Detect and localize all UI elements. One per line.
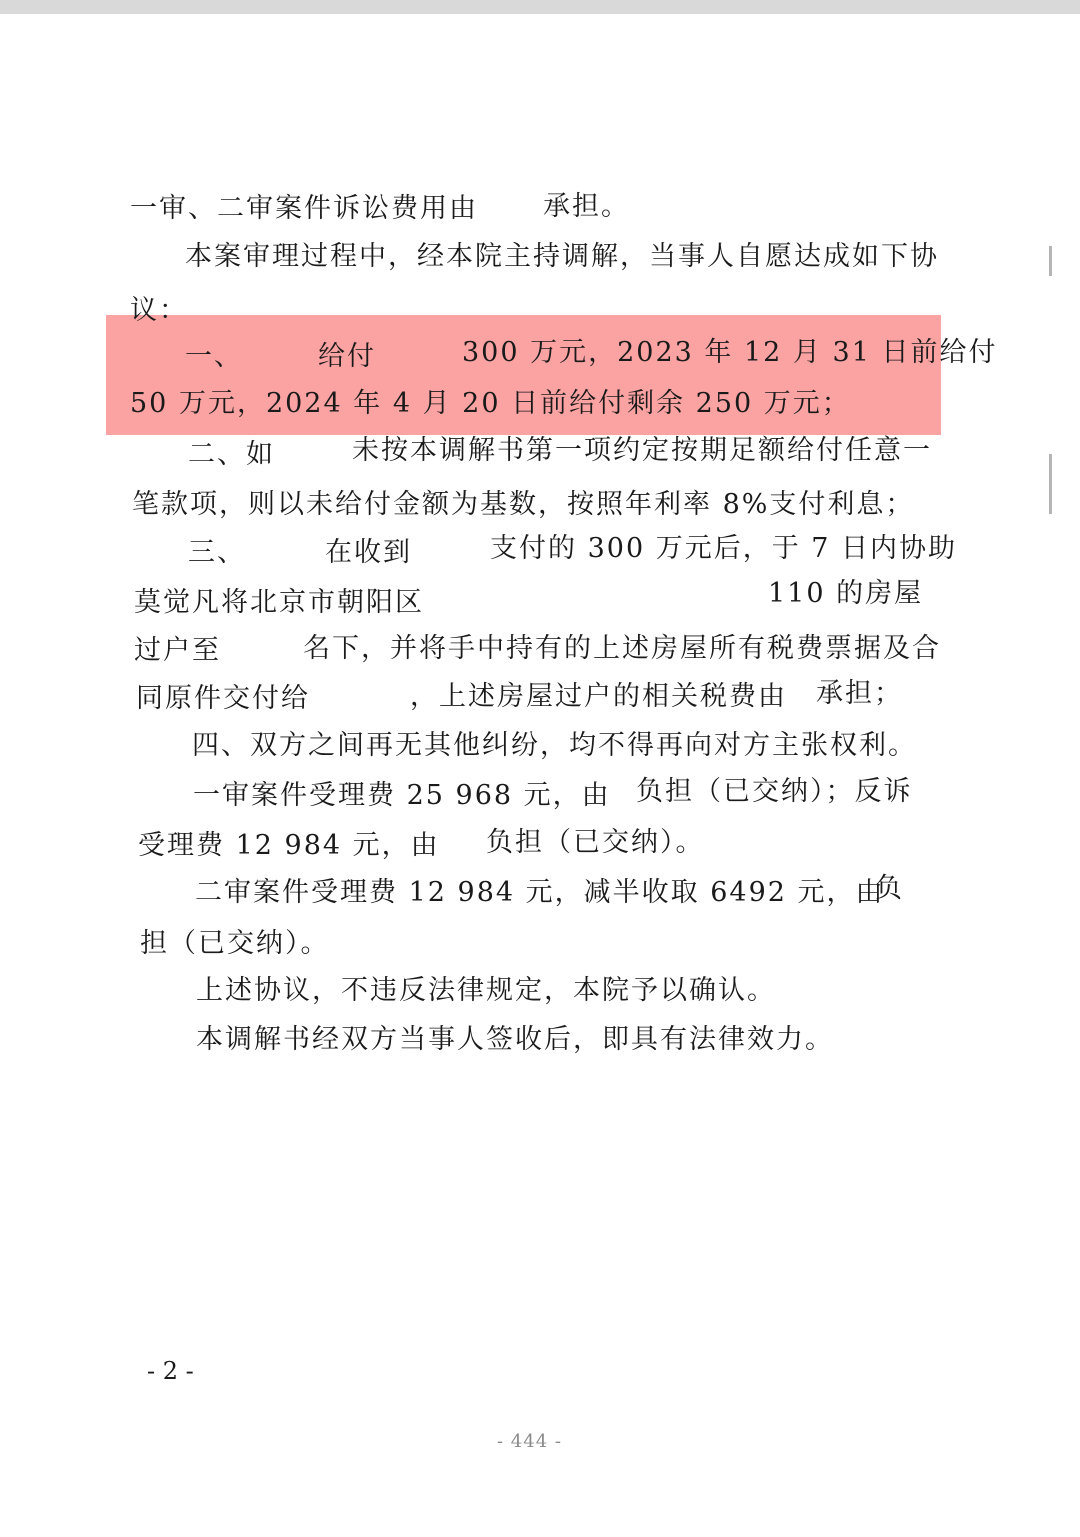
text-line: 担（已交纳）。	[140, 928, 330, 959]
text-line: 上述协议，不违反法律规定，本院予以确认。	[196, 975, 776, 1006]
text-line: 一审、二审案件诉讼费用由	[130, 193, 478, 224]
text-line: 本调解书经双方当事人签收后，即具有法律效力。	[196, 1024, 834, 1055]
text-line: 负担（已交纳）；反诉	[636, 776, 913, 807]
text-line: 笔款项，则以未给付金额为基数，按照年利率 8%支付利息；	[132, 489, 915, 520]
text-line: 50 万元，2024 年 4 月 20 日前给付剩余 250 万元；	[130, 388, 851, 419]
scan-edge-mark	[1049, 246, 1052, 276]
text-line: 承担；	[816, 678, 903, 709]
text-line: 给付	[318, 341, 376, 372]
text-line: 三、	[188, 537, 246, 568]
text-line: 承担。	[543, 191, 630, 222]
text-line: 议：	[130, 295, 188, 326]
text-line: 负担（已交纳）。	[486, 827, 705, 858]
text-line: 未按本调解书第一项约定按期足额给付任意一	[352, 435, 932, 466]
text-line: 四、双方之间再无其他纠纷，均不得再向对方主张权利。	[192, 730, 917, 761]
text-line: ，上述房屋过户的相关税费由	[410, 681, 787, 712]
text-line: 莫觉凡将北京市朝阳区	[134, 587, 424, 618]
text-line: 一、	[185, 341, 243, 372]
text-line: 300 万元，2023 年 12 月 31 日前给付	[462, 337, 998, 368]
text-line: 名下，并将手中持有的上述房屋所有税费票据及合	[303, 633, 941, 664]
text-line: 同原件交付给	[136, 683, 310, 714]
scan-edge-mark	[1049, 454, 1052, 514]
text-line: 在收到	[325, 537, 412, 568]
text-line: 过户至	[134, 635, 221, 666]
text-line: 本案审理过程中，经本院主持调解，当事人自愿达成如下协	[185, 241, 939, 272]
text-line: 二审案件受理费 12 984 元，减半收取 6492 元，由	[195, 877, 885, 908]
page-number: - 2 -	[147, 1357, 194, 1385]
text-line: 二、如	[188, 439, 275, 470]
text-line: 受理费 12 984 元，由	[138, 830, 440, 861]
text-line: 一审案件受理费 25 968 元，由	[193, 780, 611, 811]
text-line: 负	[875, 873, 904, 904]
text-line: 支付的 300 万元后，于 7 日内协助	[490, 533, 958, 564]
text-line: 110 的房屋	[768, 578, 924, 609]
folio-number: - 444 -	[497, 1431, 562, 1452]
document-page	[0, 14, 1080, 1537]
scan-top-border	[0, 0, 1080, 14]
